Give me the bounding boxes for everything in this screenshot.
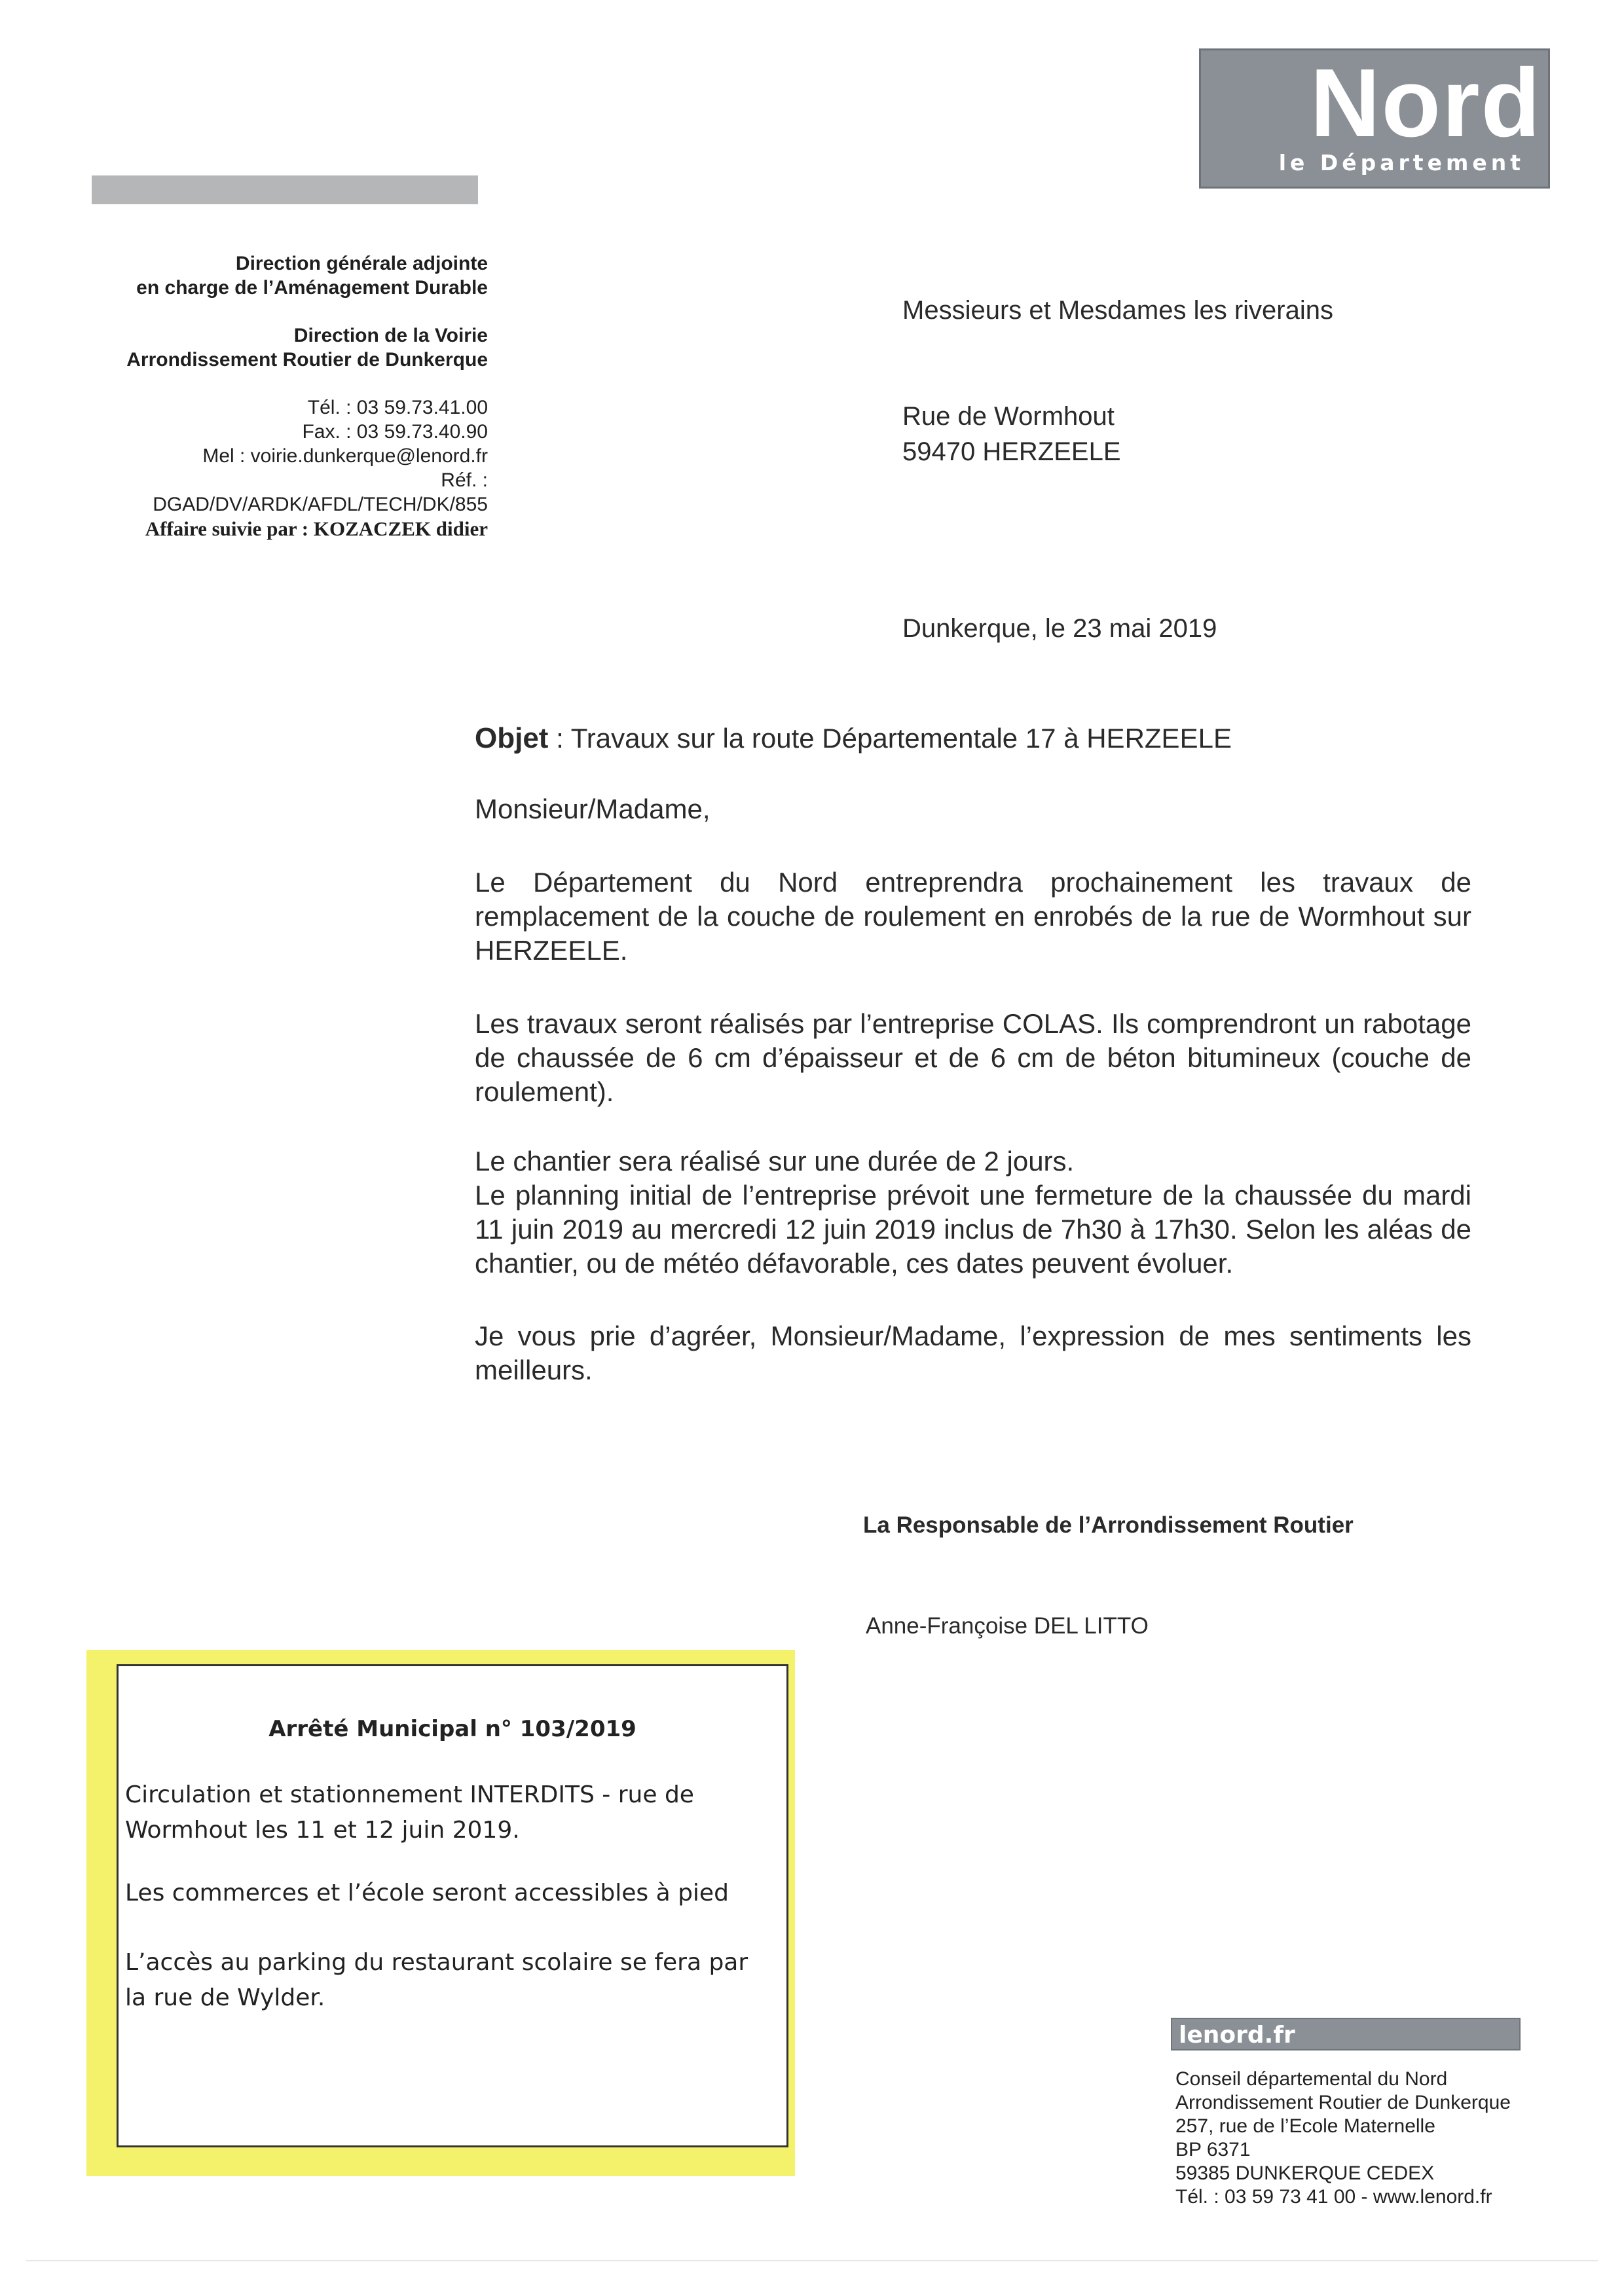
paragraph-1: Le Département du Nord entreprendra prochainement les travaux de remplacement de la couche de roulement en enrobés de la rue de Wormhout sur HERZEELE. [475,867,1471,966]
paragraph-3a: Le chantier sera réalisé sur une durée de 2 jours. [475,1146,1075,1176]
notice-paragraph: Circulation et stationnement INTERDITS - rue de Wormhout les 11 et 12 juin 2019. [125,1781,694,1844]
paragraph-2: Les travaux seront réalisés par l’entreprise COLAS. Ils comprendront un rabotage de chaussée de 6 cm d’épaisseur et de 6 cm de béton bitumineux (couche de roulement). [475,1008,1471,1107]
sender-ref: DGAD/DV/ARDK/AFDL/TECH/DK/855 [153,494,488,515]
sender-line: Direction de la Voirie [293,325,488,346]
footer-address [1175,2068,1511,2209]
letter-date: Dunkerque, le 23 mai 2019 [902,614,1217,643]
paragraph-4: Je vous prie d’agréer, Monsieur/Madame, l’expression de mes sentiments les meilleurs. [475,1321,1471,1385]
paragraph-3b: Le planning initial de l’entreprise prévoit une fermeture de la chaussée du mardi 11 juin 2019 au mercredi 12 juin 2019 inclus de 7h30 à 17h30. Selon les aléas de chantier, ou de météo défavorable, ces dates peuvent évoluer. [475,1180,1471,1279]
notice-paragraph: L’accès au parking du restaurant scolaire se fera par la rue de Wylder. [125,1949,748,2011]
notice-paragraph: Les commerces et l’école seront accessibles à pied [125,1880,729,1906]
subject-text: : Travaux sur la route Départementale 17 à HERZEELE [548,723,1232,754]
recipient-city: 59470 HERZEELE [902,437,1121,466]
recipient-name: Messieurs et Mesdames les riverains [902,296,1333,325]
page-bottom-rule [26,2260,1598,2261]
sender-fax: Fax. : 03 59.73.40.90 [302,421,488,443]
footer-line: Tél. : 03 59 73 41 00 - www.lenord.fr [1175,2186,1492,2208]
subject-label: Objet [475,722,549,754]
footer-line: Arrondissement Routier de Dunkerque [1175,2092,1511,2113]
sender-line: en charge de l’Aménagement Durable [136,277,488,299]
footer-line: BP 6371 [1175,2139,1251,2160]
salutation: Monsieur/Madame, [475,793,710,824]
sender-block [29,251,488,541]
logo-subtitle: le Département [1278,150,1524,175]
sender-ref-label: Réf. : [441,469,488,491]
municipal-notice [117,1664,788,2147]
nord-logo [1199,48,1550,189]
sender-line: Direction générale adjointe [235,253,488,274]
header-grey-bar [92,175,478,204]
sender-affaire: Affaire suivie par : KOZACZEK didier [145,517,488,540]
signature-title: La Responsable de l’Arrondissement Routier [863,1512,1354,1538]
footer-brand-bar [1171,2018,1521,2050]
sender-mel: Mel : voirie.dunkerque@lenord.fr [202,445,488,467]
footer-brand: lenord.fr [1179,2022,1295,2049]
footer-line: Conseil départemental du Nord [1175,2068,1448,2090]
sender-tel: Tél. : 03 59.73.41.00 [307,397,488,418]
signature-name: Anne-Françoise DEL LITTO [866,1613,1149,1639]
logo-word: Nord [1310,49,1541,157]
footer-line: 257, rue de l’Ecole Maternelle [1175,2115,1435,2137]
notice-title: Arrêté Municipal n° 103/2019 [268,1716,637,1742]
letter-subject [475,721,1471,756]
sender-line: Arrondissement Routier de Dunkerque [126,349,488,371]
footer-line: 59385 DUNKERQUE CEDEX [1175,2162,1435,2184]
recipient-street: Rue de Wormhout [902,402,1115,431]
